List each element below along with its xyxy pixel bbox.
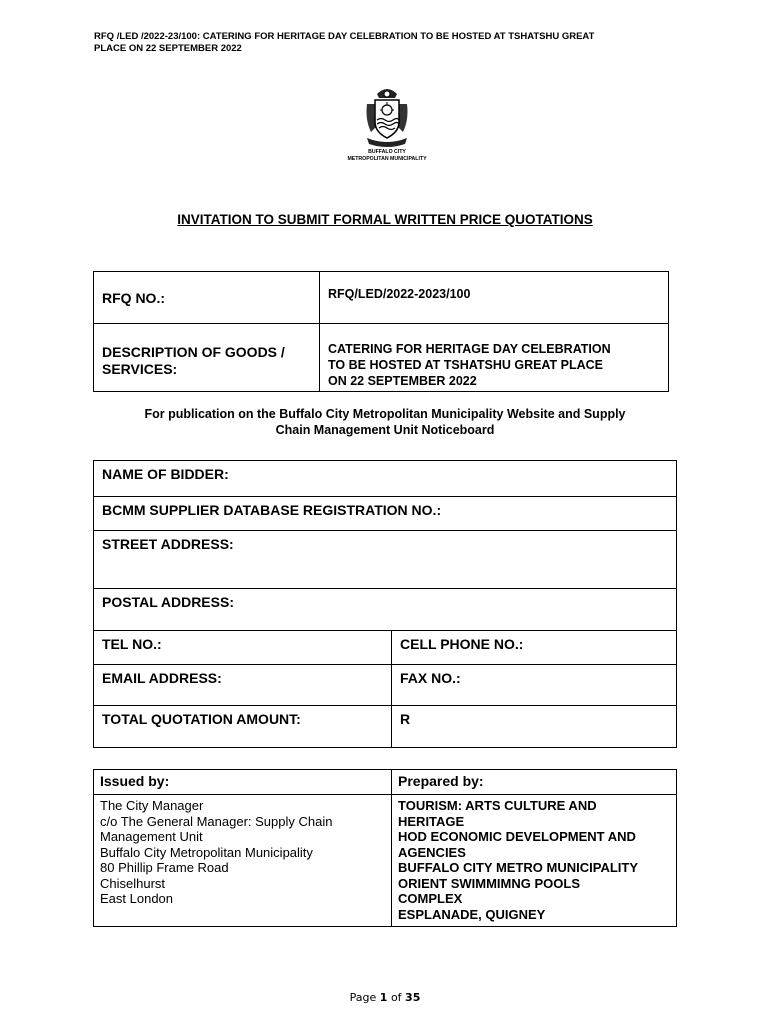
description-row [94,324,669,392]
publication-line-2: Chain Management Unit Noticeboard [275,423,495,437]
description-value-line-3: ON 22 SEPTEMBER 2022 [328,374,477,388]
rfq-number-value: RFQ/LED/2022-2023/100 [320,272,669,324]
issued-line: The City Manager [100,798,204,813]
postal-address-field[interactable]: POSTAL ADDRESS: [94,589,677,631]
description-label-line-1: DESCRIPTION OF GOODS / [102,344,285,360]
prepared-line: COMPLEX [398,891,463,906]
prepared-line: HOD ECONOMIC DEVELOPMENT AND [398,829,636,844]
page-number: 1 [379,991,388,1004]
bidder-details-table [93,460,677,748]
prepared-line: HERITAGE [398,813,465,829]
tel-field[interactable]: TEL NO.: [94,631,392,665]
registration-field[interactable]: BCMM SUPPLIER DATABASE REGISTRATION NO.: [94,497,677,531]
description-label-line-2: SERVICES: [102,361,178,377]
issued-line: East London [100,891,174,906]
issued-by-address [94,795,392,927]
total-pages: 35 [405,991,421,1004]
publication-notice [93,406,677,438]
issue-prepared-table [93,769,677,927]
page-title: INVITATION TO SUBMIT FORMAL WRITTEN PRICE QUOTATIONS [177,212,593,227]
street-address-row [94,531,677,589]
municipality-logo [343,86,431,166]
email-field[interactable]: EMAIL ADDRESS: [94,665,392,706]
header-line-2: PLACE ON 22 SEPTEMBER 2022 [94,43,242,54]
postal-address-row [94,589,677,631]
rfq-details-table [93,271,669,392]
cell-phone-field[interactable]: CELL PHONE NO.: [392,631,677,665]
coat-of-arms-icon [363,86,411,148]
prepared-line: ORIENT SWIMMIMNG POOLS [398,875,580,891]
description-label [94,324,320,392]
rfq-number-row [94,272,669,324]
street-address-field[interactable]: STREET ADDRESS: [94,531,677,589]
issued-by-label: Issued by: [94,770,392,795]
logo-caption-2: METROPOLITAN MUNICIPALITY [347,156,427,162]
prepared-line: ESPLANADE, QUIGNEY [398,906,546,922]
total-amount-field[interactable]: R [392,706,677,748]
email-fax-row [94,665,677,706]
registration-row [94,497,677,531]
prepared-by-label: Prepared by: [392,770,677,795]
issued-line: Chiselhurst [100,875,166,891]
phone-row [94,631,677,665]
description-value-line-1: CATERING FOR HERITAGE DAY CELEBRATION [328,342,611,356]
page-word: Page [349,991,377,1004]
issued-line: 80 Phillip Frame Road [100,860,229,875]
publication-line-1: For publication on the Buffalo City Metropolitan Municipality Website and Supply [144,407,626,421]
issued-line: c/o The General Manager: Supply Chain [100,813,333,829]
issued-line: Buffalo City Metropolitan Municipality [100,844,313,860]
description-value-line-2: TO BE HOSTED AT TSHATSHU GREAT PLACE [328,358,604,372]
bidder-name-row [94,461,677,497]
logo-caption-1: BUFFALO CITY [368,149,406,155]
total-amount-row [94,706,677,748]
prepared-by-address [392,795,677,927]
bidder-name-field[interactable]: NAME OF BIDDER: [94,461,677,497]
total-amount-label: TOTAL QUOTATION AMOUNT: [94,706,392,748]
issued-line: Management Unit [100,829,203,844]
of-word: of [390,991,402,1004]
prepared-line: BUFFALO CITY METRO MUNICIPALITY [398,860,639,875]
issue-header-row [94,770,677,795]
prepared-line: TOURISM: ARTS CULTURE AND [398,798,597,813]
issue-body-row [94,795,677,927]
prepared-line: AGENCIES [398,844,466,860]
rfq-number-label: RFQ NO.: [94,272,320,324]
fax-field[interactable]: FAX NO.: [392,665,677,706]
description-value [320,324,669,392]
page-footer [0,991,770,1004]
header-line-1: RFQ /LED /2022-23/100: CATERING FOR HERITAGE DAY CELEBRATION TO BE HOSTED AT TSHATSHU GREAT [94,31,595,42]
document-header [94,31,674,55]
